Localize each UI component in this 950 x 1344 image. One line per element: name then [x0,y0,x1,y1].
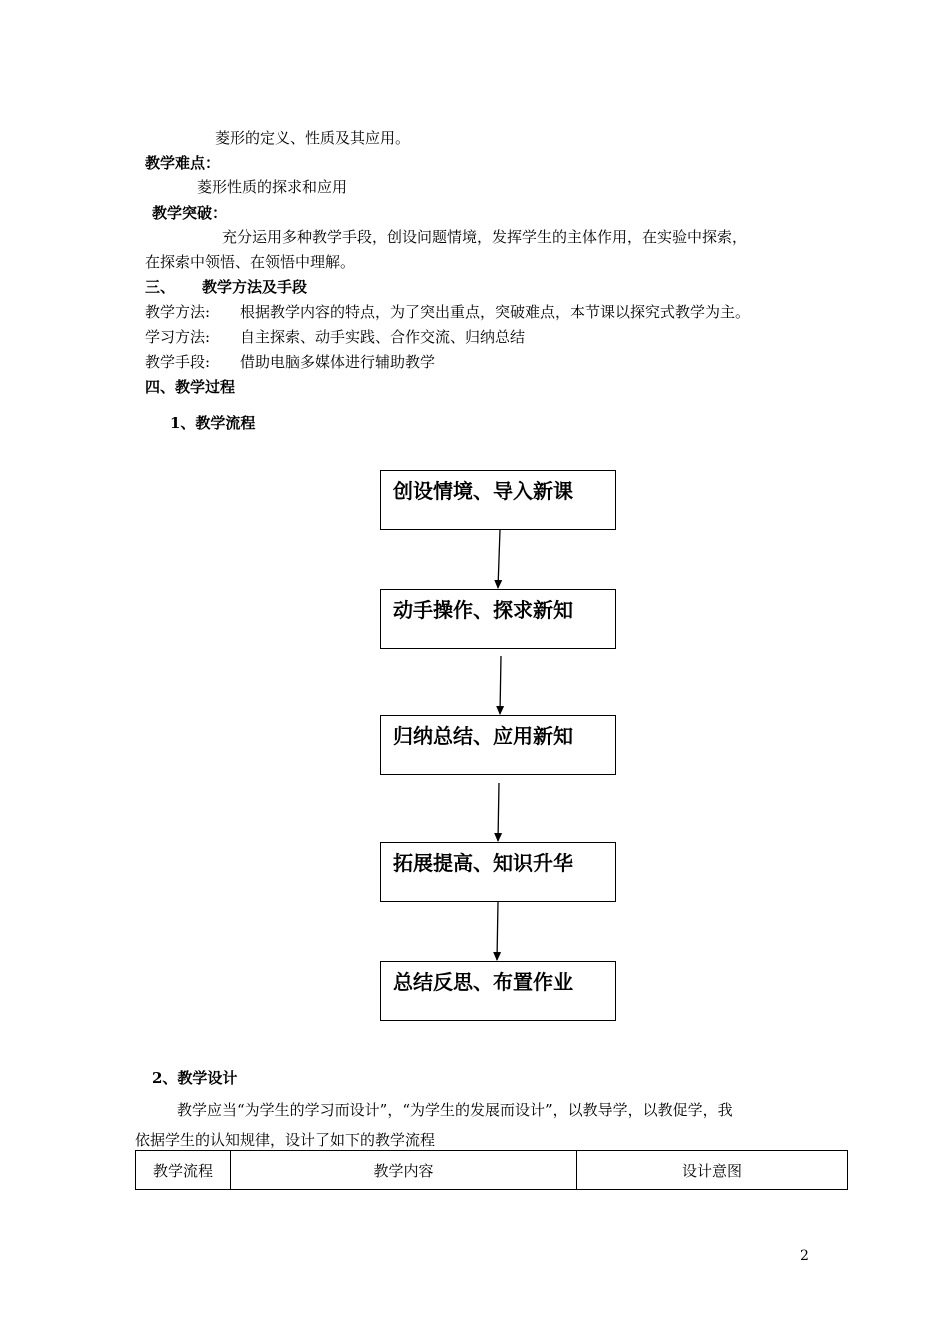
means-label: 教学手段: [145,353,211,371]
table-header-cell: 教学内容 [231,1151,577,1190]
flow-arrow-2 [500,656,501,714]
breakthrough-line2: 在探索中领悟、在领悟中理解。 [145,253,356,271]
flow-step-label: 归纳总结、应用新知 [393,724,573,748]
breakthrough-line1: 充分运用多种教学手段，创设问题情境，发挥学生的主体作用，在实验中探索， [222,228,748,246]
flow-step-label: 总结反思、布置作业 [393,970,573,994]
section3-title: 教学方法及手段 [202,278,308,296]
design-line1: 教学应当“为学生的学习而设计”，“为学生的发展而设计”，以教导学，以教促学，我 [177,1101,733,1119]
section3-number: 三、 [145,278,176,296]
flow-arrow-3 [498,783,499,841]
design-line2: 依据学生的认知规律，设计了如下的教学流程 [135,1131,436,1149]
subsection2-heading: 2、教学设计 [152,1069,238,1087]
table-header-cell: 设计意图 [577,1151,848,1190]
section4-heading: 四、教学过程 [145,378,236,396]
focus-text: 菱形的定义、性质及其应用。 [215,129,411,147]
flow-step-label: 创设情境、导入新课 [393,479,573,503]
means-text: 借助电脑多媒体进行辅助教学 [240,353,436,371]
study-text: 自主探索、动手实践、合作交流、归纳总结 [240,328,526,346]
method-text: 根据教学内容的特点，为了突出重点，突破难点，本节课以探究式教学为主。 [240,303,751,321]
difficulty-text: 菱形性质的探求和应用 [197,178,348,196]
flow-step-label: 拓展提高、知识升华 [393,851,573,875]
flow-step-label: 动手操作、探求新知 [393,598,573,622]
breakthrough-heading: 教学突破： [152,204,228,222]
table-header-row [136,1151,848,1190]
subsection1-heading: 1、教学流程 [170,414,256,432]
study-label: 学习方法: [145,328,211,346]
table-header-cell: 教学流程 [136,1151,231,1190]
design-table [135,1150,848,1190]
flow-arrow-4 [497,902,498,960]
method-label: 教学方法: [145,303,211,321]
flow-arrow-1 [498,530,500,588]
page-number: 2 [800,1248,809,1264]
difficulty-heading: 教学难点： [145,154,221,172]
